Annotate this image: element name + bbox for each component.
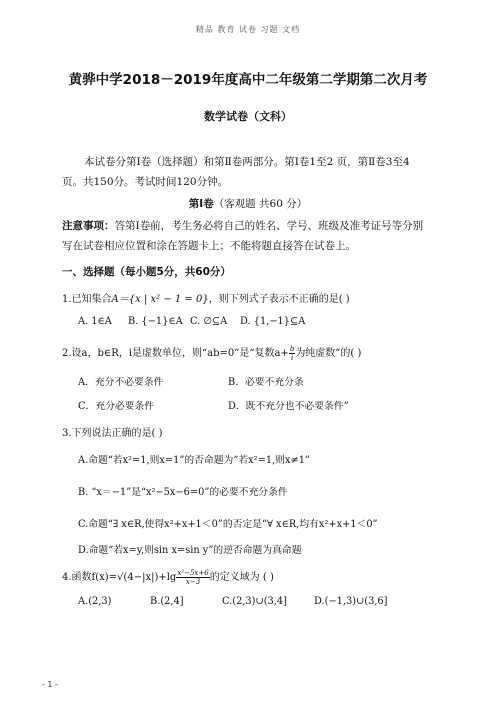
q2-option-c: C．充分必要条件 bbox=[78, 401, 155, 412]
q2-frac-den: i bbox=[290, 354, 294, 362]
q1-set: A＝{x | x² − 1 = 0} bbox=[111, 294, 209, 305]
intro-line-1: 本试卷分第Ⅰ卷（选择题）和第Ⅱ卷两部分。第Ⅰ卷1至2 页，第Ⅱ卷3至4 bbox=[84, 156, 410, 168]
exam-title: 黄骅中学2018－2019年度高中二年级第二学期第二次月考 bbox=[68, 72, 428, 88]
question-3: 3.下列说法正确的是( ) bbox=[62, 428, 163, 439]
q1-option-a: A. 1∈A bbox=[78, 316, 112, 327]
q1-option-d: D. {1,−1}⊆A bbox=[240, 316, 306, 327]
q3-option-d: D.命题“若x=y,则sin x=sin y”的逆否命题为真命题 bbox=[78, 545, 302, 556]
q1-prefix: 1.已知集合 bbox=[62, 294, 112, 305]
q4-frac-den: x−3 bbox=[185, 578, 201, 586]
q2-option-a: A．充分不必要条件 bbox=[78, 377, 164, 388]
q4-option-c: C.(2,3)∪(3,4] bbox=[222, 596, 287, 607]
q2-text-b: 为纯虚数”的( ) bbox=[295, 348, 362, 359]
q4-frac-num: x²−5x+6 bbox=[177, 569, 209, 577]
q4-option-b: B.(2,4] bbox=[150, 596, 184, 607]
q2-text-a: 2.设a，b∈R，i是虚数单位，则“ab=0”是“复数a+ bbox=[62, 348, 289, 359]
intro-line-2: 页。共150分。考试时间120分钟。 bbox=[62, 176, 229, 188]
q2-frac-num: b bbox=[289, 345, 295, 353]
q1-option-b: B. {−1}∈A bbox=[128, 316, 183, 327]
q4-option-d: D.(−1,3)∪(3,6] bbox=[314, 596, 388, 607]
section-1-title bbox=[0, 196, 496, 211]
question-2 bbox=[62, 344, 361, 362]
question-4 bbox=[62, 568, 274, 586]
q4-option-a: A.(2,3) bbox=[78, 596, 112, 607]
part-1-title: 一、选择题（每小题5分，共60分） bbox=[62, 266, 231, 278]
q1-option-c: C. ∅⊆A bbox=[190, 316, 228, 327]
q3-option-b: B. “x＝−1”是“x²−5x−6=0”的必要不充分条件 bbox=[78, 487, 288, 498]
notice-text-1: 答第Ⅰ卷前，考生务必将自己的姓名、学号、班级及准考证号等分别 bbox=[114, 220, 424, 232]
q4-text-a: 4.函数f(x)=√(4−|x|)+lg bbox=[62, 572, 177, 583]
q4-fraction bbox=[176, 569, 209, 586]
question-1 bbox=[62, 290, 350, 305]
notice-label: 注意事项： bbox=[62, 220, 115, 232]
notice-line-2: 写在试卷相应位置和涂在答题卡上；不能将题直接答在试卷上。 bbox=[62, 240, 356, 252]
page-number: - 1 - bbox=[42, 680, 58, 689]
q2-option-b: B．必要不充分条 bbox=[228, 377, 304, 388]
q4-text-b: 的定义域为 ( ) bbox=[209, 572, 274, 583]
q2-option-d: D．既不充分也不必要条件” bbox=[228, 401, 349, 412]
section-1-rest: （客观题 共60 分） bbox=[213, 198, 308, 210]
section-1-label: 第Ⅰ卷 bbox=[188, 198, 214, 210]
q3-option-a: A.命题“若x²=1,则x=1”的否命题为“若x²=1,则x≠1” bbox=[78, 455, 310, 466]
q3-option-c: C.命题“∃ x∈R,使得x²+x+1＜0”的否定是“∀ x∈R,均有x²+x+1＜0” bbox=[78, 519, 378, 530]
q1-suffix: ，则下列式子表示不正确的是( ) bbox=[208, 294, 350, 305]
notice-line-1 bbox=[62, 216, 423, 236]
page-header: 精品 教育 试卷 习题 文档 bbox=[195, 25, 301, 34]
exam-subtitle: 数学试卷（文科） bbox=[204, 110, 292, 123]
